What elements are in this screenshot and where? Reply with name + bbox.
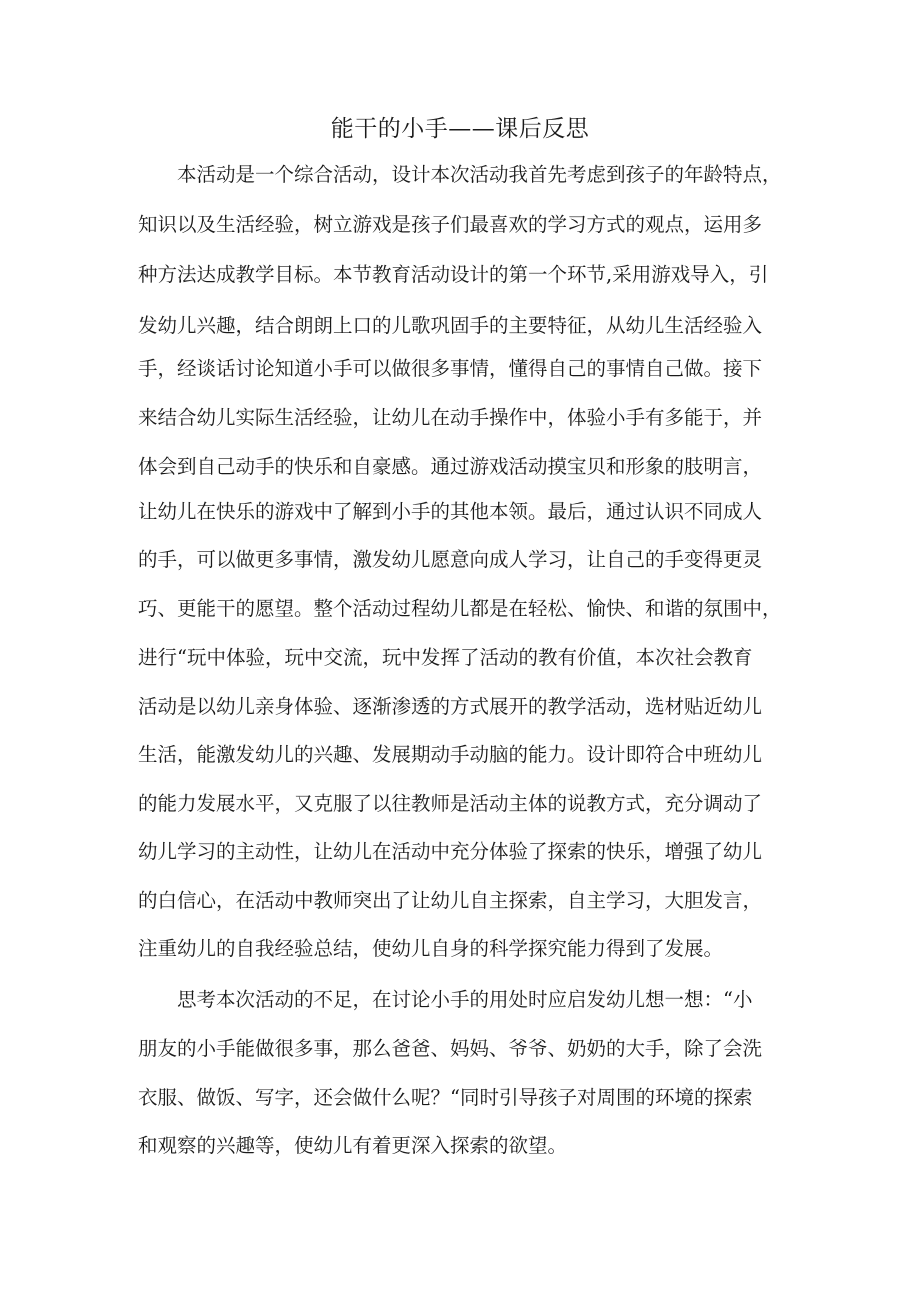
text-line: 思考本次活动的不足，在讨论小手的用处时应启发幼儿想一想：“小 [177, 988, 753, 1011]
text-line: 发幼儿兴趣，结合朗朗上口的儿歌巩固手的主要特征，从幼儿生活经验入 [138, 314, 763, 337]
text-line: 的手，可以做更多事情，激发幼儿愿意向成人学习，让自己的手变得更灵 [138, 548, 763, 571]
text-line: 手，经谈话讨论知道小手可以做很多事情，懂得自己的事情自己做。接下 [138, 357, 763, 380]
text-line: 幼儿学习的主动性，让幼儿在活动中充分体验了探索的快乐，增强了幼儿 [138, 840, 763, 863]
text-line: 衣服、做饭、写字，还会做什么呢？“同时引导孩子对周围的环境的探索 [138, 1086, 753, 1109]
text-line: 进行“玩中体验，玩中交流，玩中发挥了活动的教有价值，本次社会教育 [138, 646, 753, 669]
text-line: 生活，能激发幼儿的兴趣、发展期动手动脑的能力。设计即符合中班幼儿 [138, 743, 763, 766]
text-line: 巧、更能干的愿望。整个活动过程幼儿都是在轻松、愉快、和谐的氛围中， [138, 597, 782, 620]
text-line: 和观察的兴趣等，使幼儿有着更深入探索的欲望。 [138, 1134, 568, 1157]
text-line: 种方法达成教学目标。本节教育活动设计的第一个环节,采用游戏导入，引 [138, 263, 769, 286]
text-line: 本活动是一个综合活动，设计本次活动我首先考虑到孩子的年龄特点， [177, 163, 782, 186]
text-line: 朋友的小手能做很多事，那么爸爸、妈妈、爷爷、奶奶的大手，除了会洗 [138, 1037, 763, 1060]
text-line: 来结合幼儿实际生活经验，让幼儿在动手操作中，体验小手有多能于，并 [138, 406, 763, 429]
text-line: 的白信心，在活动中教师突出了让幼儿自主探索，自主学习，大胆发言， [138, 889, 763, 912]
text-line: 知识以及生活经验，树立游戏是孩子们最喜欢的学习方式的观点，运用多 [138, 213, 763, 236]
page-title: 能干的小手——课后反思 [330, 116, 590, 142]
text-line: 体会到自己动手的快乐和自豪感。通过游戏活动摸宝贝和形象的肢明言， [138, 455, 763, 478]
text-line: 让幼儿在快乐的游戏中了解到小手的其他本领。最后，通过认识不同成人 [138, 500, 763, 523]
text-line: 活动是以幼儿亲身体验、逐渐渗透的方式展开的教学活动，选材贴近幼儿 [138, 695, 763, 718]
text-line: 注重幼儿的自我经验总结，使幼儿自身的科学探究能力得到了发展。 [138, 937, 724, 960]
text-line: 的能力发展水平，又克服了以往教师是活动主体的说教方式，充分调动了 [138, 792, 763, 815]
